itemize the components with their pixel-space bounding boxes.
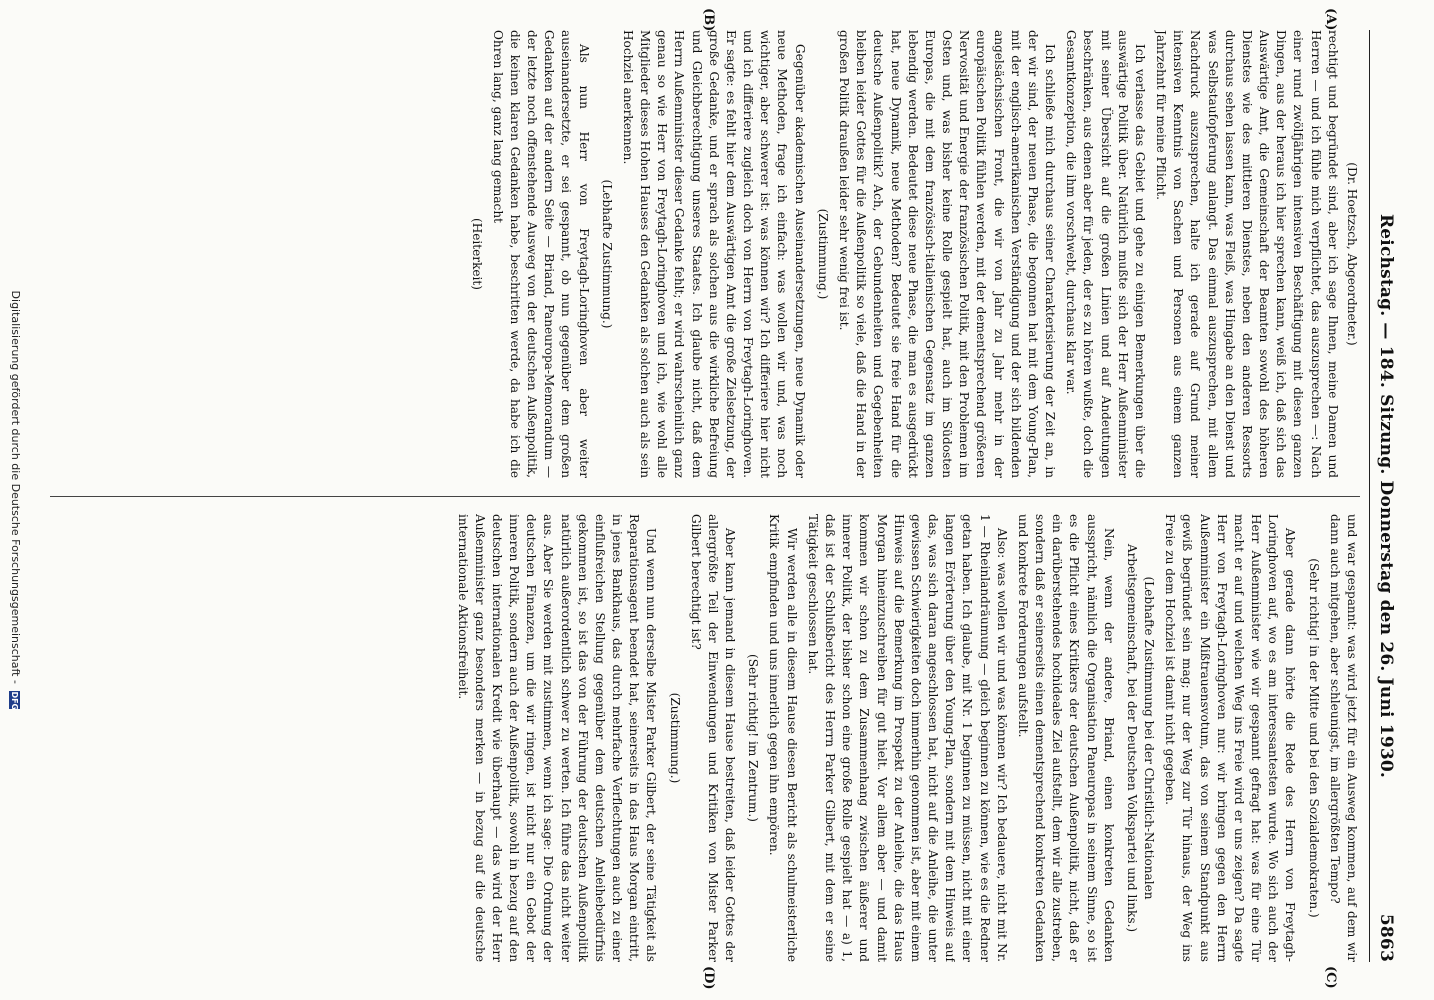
margin-mark-b: (B) xyxy=(701,8,716,32)
footer-text: Digitalisierung gefördert durch die Deutsche Forschungsgemeinschaft - xyxy=(9,290,22,684)
margin-mark-d: (D) xyxy=(701,966,716,990)
paragraph: Nein, wenn der andere, Briand, einen konkreten Gedanken ausspricht, nämlich die Organisation Paneuropas in seinem Sinne, so ist es die Pflicht eines Kritikers der deutschen Außenpolitik, nicht, daß er ein darüberstehendes hochideales Ziel aufstellt, dem wir alle zustreben, sondern daß er seinerseits einen dementsprechend konkreten Gedanken und konkrete Forderungen aufstellt. xyxy=(1015,514,1116,962)
page-header xyxy=(1374,30,1396,962)
column-divider xyxy=(50,496,1360,497)
paragraph: Als nun Herr von Freytagh-Loringhoven aber weiter auseinandersetzte, er sei gespannt, ob nun gegenüber dem großen Gedanken auf der andern Seite — Briand, Paneuropa-Memorandum — der letzte noch offenstehende Ausweg von der deutschen Außenpolitik, die keinen klaren Gedanken habe, beschritten werde, da habe ich die Ohren lang, ganz lang gemacht xyxy=(490,30,591,478)
paragraph: und war gespannt: was wird jetzt für ein Ausweg kommen, auf dem wir dann auch mitgehen, aber schleunigst, im allergrößten Tempo? xyxy=(1327,514,1359,962)
left-column xyxy=(50,30,1360,478)
paragraph: Aber kann jemand in diesem Hause bestreiten, daß leider Gottes der allergrößte Teil der Einwendungen und Kritiken von Mister Parker Gilbert berechtigt ist? xyxy=(688,514,738,962)
header-rule xyxy=(1369,30,1370,962)
paragraph: Ich schließe mich durchaus seiner Charakterisierung der Zeit an, in der wir sind, der neuen Phase, die begonnen hat mit dem Young-Plan, mit der englisch-amerikanischen Verständigung und der sich bildenden angelsächsischen Front, die wir von Jahr zu Jahr mehr in der europäischen Politik fühlen werden, mit der dementsprechend größeren Nervosität und Energie der französischen Politik, mit den Problemen im Osten und, was bisher keine Rolle gespielt hat, auch im Südosten Europas, die mit dem französisch-italienischen Gegensatz im ganzen lebendig werden. Bedeutet diese neue Phase, die man es ausgedrückt hat, neue Dynamik, neue Methoden? Bedeutet sie freie Hand für die deutsche Außenpolitik? Ach, der Gebundenheiten und Gegebenheiten bleiben leider Gottes für die Außenpolitik so viele, daß die Hand in der großen Politik draußen leider sehr wenig frei ist. xyxy=(837,30,1058,478)
speaker-note: (Dr. Hoetzsch, Abgeordneter.) xyxy=(1345,162,1359,346)
paragraph: rechtigt und begründet sind, aber ich sage Ihnen, meine Damen und Herren — und ich fühle mich verpflichtet, das auszusprechen —: Nach einer rund zwölfjährigen intensiven Beschäftigung mit diesen ganzen Dingen, aus der heraus ich hier sprechen kann, weiß ich, daß sich das Auswärtige Amt, die Gemeinschaft der Beamten sowohl des höheren Dienstes wie des mittleren Dienstes, neben den anderen Ressorts durchaus sehen lassen kann, was Fleiß, was Hingabe an den Dienst und was Selbstaufopferung anlangt. Das einmal auszusprechen, mit allem Nachdruck auszusprechen, halte ich gerade auf Grund meiner intensiven Kenntnis von Sachen und Personen aus einem ganzen Jahrzehnt für meine Pflicht. xyxy=(1154,30,1340,478)
interjection: (Zustimmung.) xyxy=(815,208,830,300)
header-title: Reichstag. — 184. Sitzung. Donnerstag den 26. Juni 1930. xyxy=(1376,213,1396,779)
margin-mark-c: (C) xyxy=(1323,966,1338,989)
dfg-logo-icon: DFG xyxy=(10,691,20,711)
paragraph: Also: was wollen wir und was können wir? Ich bedauere, nicht mit Nr. 1 — Rheinlandräumung — gleich beginnen zu können, wie es die Redner getan haben. Ich glaube, mit Nr. 1 beginnen zu müssen, nicht mit einer langen Erörterung über den Young-Plan, sondern mit dem Hinweis auf das, was sich daran angeschlossen hat, nicht auf die Anleihe, die unter gewissen Schwierigkeiten doch immerhin genommen ist, aber mit einem Hinweis auf die Bemerkung im Prospekt zu der Anleihe, die das Haus Morgan hineinzuschreiben für gut hielt. Vor allem aber — und damit kommen wir schon zu dem Zusammenhang zwischen äußerer und innerer Politik, der bisher schon eine große Rolle gespielt hat — a) 1, daß ist der Schlußbericht des Herrn Parker Gilbert, mit dem er seine Tätigkeit geschlossen hat. xyxy=(805,514,1009,962)
right-column xyxy=(50,514,1360,962)
paragraph: Ich verlasse das Gebiet und gehe zu einigen Bemerkungen über die auswärtige Politik über. Natürlich mußte sich der Herr Außenminister mit seiner Übersicht auf die großen Linien und auf Andeutungen beschränken, aus denen aber für jeden, der es zu hören wußte, doch die Gesamtkonzeption, die ihm vorschwebt, durchaus klar war. xyxy=(1064,30,1147,478)
page-number: 5863 xyxy=(1376,913,1396,962)
interjection: (Lebhafte Zustimmung.) xyxy=(599,179,614,329)
interjection: (Zustimmung.) xyxy=(667,692,682,784)
interjection: (Sehr richtig! in der Mitte und bei den Sozialdemokraten.) xyxy=(1306,558,1321,918)
interjection: (Lebhafte Zustimmung bei der Christlich-Nationalen Arbeitsgemeinschaft, bei der Deutschen Volkspartei und links.) xyxy=(1124,543,1157,933)
margin-mark-a: (A) xyxy=(1323,8,1338,31)
digitization-footer xyxy=(6,0,22,1000)
paragraph: Gegenüber akademischen Auseinandersetzungen, neue Dynamik oder neue Methoden, frage ich einfach: was wollen wir und, was noch wichtiger, aber schwerer ist: was können wir? Ich differiere hier nicht und ich differiere zugleich doch von Herrn von Freytagh-Loringhoven. Er sagte: es fehlt hier dem Auswärtigen Amt die große Zielsetzung, der große Gedanke, und er sprach als solchen aus die wirkliche Befreiung und Gleichberechtigung unseres Staates. Ich glaube nicht, daß dem Herrn Außenminister dieser Gedanke fehlt; er wird wahrscheinlich ganz genau so wie Herr von Freytagh-Loringhoven und ich, wie wohl alle Mitglieder dieses Hohen Hauses den Gedanken als solchen auch als sein Hochziel anerkennen. xyxy=(620,30,807,478)
paragraph: Und wenn nun derselbe Mister Parker Gilbert, der seine Tätigkeit als Reparationsagent beendet hat, seinerseits in das Haus Morgan eintritt, in jenes Bankhaus, das durch mehrfache Verflechtungen auch zu einer einflußreichen Stellung gegenüber dem deutschen Anleihebedürfnis gekommen ist, so ist das von der Führung der deutschen Außenpolitik natürlich außerordentlich schwer zu werten. Ich führe das nicht weiter aus. Aber Sie werden mit zustimmen, wenn ich sage: Die Ordnung der deutschen Finanzen, um die wir ringen, ist nicht nur ein Gebot der inneren Politik, sondern auch der Außenpolitik, sowohl in bezug auf den deutschen internationalen Kredit wie überhaupt — das wird der Herr Außenminister ganz besonders merken — in bezug auf die deutsche internationale Aktionsfreiheit. xyxy=(455,514,659,962)
interjection: (Heiterkeit) xyxy=(469,217,484,291)
interjection: (Sehr richtig! im Zentrum.) xyxy=(746,654,761,822)
paragraph: Aber gerade dann hörte die Rede des Herrn von Freytagh-Loringhoven auf, wo es am interessantesten wurde. Wo sich auch der Herr Außenminister wie wir gespannt gefragt hat: was für eine Tür macht er auf und welchen Weg ins Freie wird er uns zeigen? Da sagte Herr von Freytagh-Loringhoven nur: wir bringen gegen den Herrn Außenminister ein Mißtrauensvotum, das von seinem Standpunkt aus gewiß begründet sein mag; nur der Weg zur Tür hinaus, der Weg ins Freie zu dem Hochziel ist damit nicht gegeben. xyxy=(1163,514,1298,962)
paragraph: Wir werden alle in diesem Hause diesen Bericht als schulmeisterliche Kritik empfinden und uns innerlich gegen ihn empören. xyxy=(767,514,799,962)
